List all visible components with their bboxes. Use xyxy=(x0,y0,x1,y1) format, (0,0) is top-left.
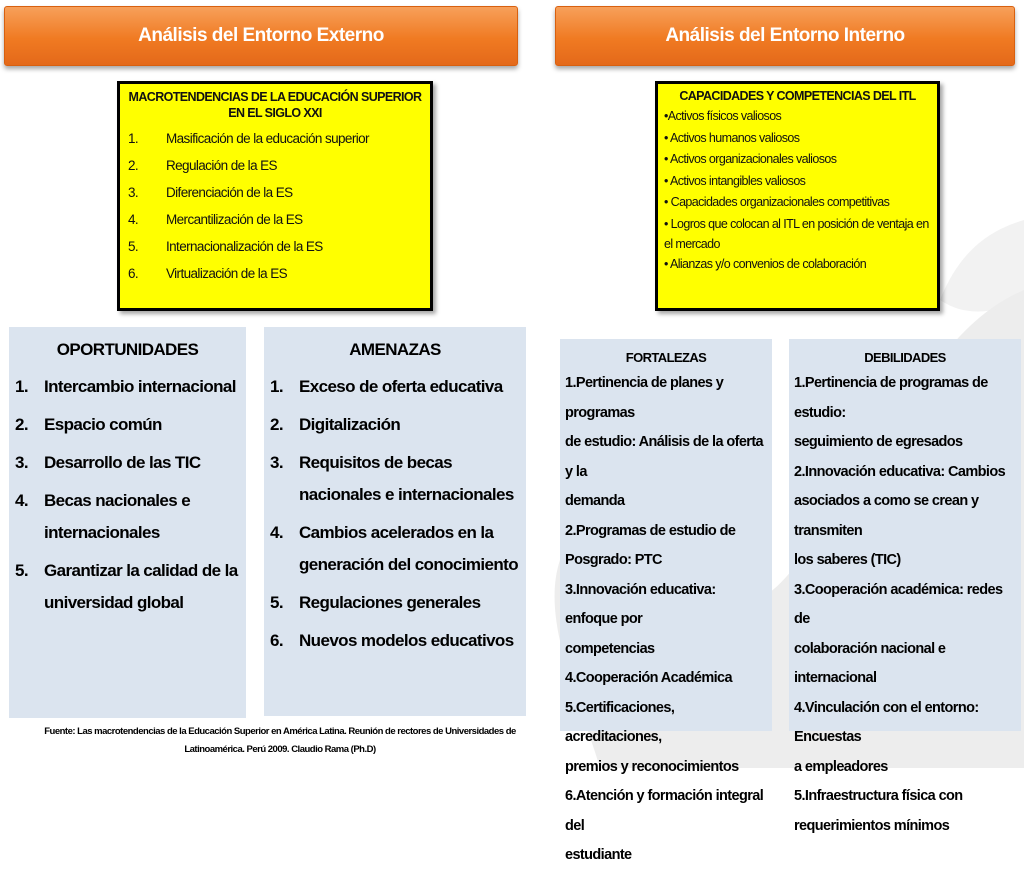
item-text: Regulaciones generales xyxy=(299,593,481,612)
item-number: 6. xyxy=(270,631,283,650)
amenazas-title: AMENAZAS xyxy=(349,340,441,359)
list-item xyxy=(128,152,422,179)
capacidades-list xyxy=(664,106,931,275)
debilidades-title: DEBILIDADES xyxy=(864,350,946,365)
item-number: 1. xyxy=(128,131,139,146)
list-item: 3.Cooperación académica: redes de xyxy=(794,581,1003,627)
macrotendencias-box xyxy=(117,81,433,311)
list-item xyxy=(128,179,422,206)
item-number: 5. xyxy=(128,239,139,254)
item-number: 2. xyxy=(15,415,28,434)
item-text: Espacio común xyxy=(44,415,162,434)
capacidades-title: CAPACIDADES Y COMPETENCIAS DEL ITL xyxy=(679,89,916,103)
item-number: 2. xyxy=(270,415,283,434)
header-external: Análisis del Entorno Externo xyxy=(4,6,518,66)
list-item xyxy=(128,206,422,233)
list-item: Posgrado: PTC xyxy=(565,552,662,568)
item-number: 4. xyxy=(270,523,283,542)
list-item: 3.Innovación educativa: enfoque por xyxy=(565,581,716,627)
fortalezas-panel xyxy=(560,339,772,863)
list-item xyxy=(15,371,240,403)
list-item: los saberes (TIC) xyxy=(794,552,901,568)
list-item xyxy=(15,555,240,619)
item-number: 5. xyxy=(270,593,283,612)
item-number: 3. xyxy=(128,185,139,200)
item-number: 6. xyxy=(128,266,139,281)
footnote-line-2: Latinoamérica. Perú 2009. Claudio Rama (Ph.D) xyxy=(184,744,376,755)
list-item xyxy=(128,233,422,260)
list-item: 2.Programas de estudio de xyxy=(565,522,736,539)
item-text: Cambios acelerados en la generación del conocimiento xyxy=(299,523,519,574)
list-item: demanda xyxy=(565,493,625,509)
item-number: 4. xyxy=(128,212,139,227)
list-item xyxy=(270,517,520,581)
item-text: Requisitos de becas nacionales e internacionales xyxy=(299,453,514,504)
list-item xyxy=(15,447,240,479)
list-item xyxy=(128,125,422,152)
item-text: Desarrollo de las TIC xyxy=(44,453,201,472)
item-text: Internacionalización de la ES xyxy=(166,239,323,254)
list-item: colaboración nacional e internacional xyxy=(794,640,946,686)
list-item: 5.Certificaciones, acreditaciones, xyxy=(565,699,675,745)
macrotendencias-list xyxy=(128,125,422,287)
macrotendencias-title: MACROTENDENCIAS DE LA EDUCACIÓN SUPERIOR EN EL SIGLO XXI xyxy=(128,90,422,120)
list-item: a empleadores xyxy=(794,758,888,775)
list-item: • Activos intangibles valiosos xyxy=(664,173,806,188)
list-item xyxy=(270,371,520,403)
oportunidades-title: OPORTUNIDADES xyxy=(56,340,199,359)
item-text: Mercantilización de la ES xyxy=(166,212,303,227)
list-item: • Activos organizacionales valiosos xyxy=(664,152,837,166)
item-number: 4. xyxy=(15,491,28,510)
oportunidades-panel xyxy=(9,327,246,718)
item-number: 1. xyxy=(270,377,283,396)
debilidades-panel xyxy=(789,339,1021,834)
list-item: 2.Innovación educativa: Cambios xyxy=(794,463,1006,480)
fortalezas-title: FORTALEZAS xyxy=(625,350,707,365)
list-item: estudiante xyxy=(565,847,632,863)
item-text: Masificación de la educación superior xyxy=(166,131,369,146)
list-item xyxy=(270,587,520,619)
amenazas-list xyxy=(270,371,520,657)
list-item: 6.Atención y formación integral del xyxy=(565,788,764,834)
list-item: de estudio: Análisis de la oferta y la xyxy=(565,434,764,480)
header-internal: Análisis del Entorno Interno xyxy=(555,6,1015,66)
list-item xyxy=(15,409,240,441)
list-item xyxy=(128,260,422,287)
item-text: Virtualización de la ES xyxy=(166,266,288,281)
list-item xyxy=(270,409,520,441)
item-text: Intercambio internacional xyxy=(44,377,236,396)
item-number: 1. xyxy=(15,377,28,396)
list-item: premios y reconocimientos xyxy=(565,758,739,775)
item-text: Digitalización xyxy=(299,415,401,434)
item-text: Nuevos modelos educativos xyxy=(299,631,514,650)
item-text: Exceso de oferta educativa xyxy=(299,377,503,396)
item-text: Garantizar la calidad de la universidad global xyxy=(44,561,238,612)
item-number: 3. xyxy=(270,453,283,472)
list-item: 4.Cooperación Académica xyxy=(565,670,732,686)
list-item: 5.Infraestructura física con xyxy=(794,788,963,804)
list-item xyxy=(270,447,520,511)
debilidades-list xyxy=(794,369,1016,841)
item-number: 5. xyxy=(15,561,28,580)
capacidades-box xyxy=(655,81,940,311)
list-item: 4.Vinculación con el entorno: Encuestas xyxy=(794,699,979,745)
source-footnote xyxy=(20,723,540,759)
list-item: 1.Pertinencia de programas de estudio: xyxy=(794,375,988,421)
list-item: •Activos físicos valiosos xyxy=(664,109,782,123)
fortalezas-list xyxy=(565,369,767,871)
list-item: • Activos humanos valiosos xyxy=(664,130,800,145)
footnote-line-1: Fuente: Las macrotendencias de la Educación Superior en América Latina. Reunión de rectores de Universidades de xyxy=(44,726,516,737)
item-text: Becas nacionales e internacionales xyxy=(44,491,191,542)
item-number: 3. xyxy=(15,453,28,472)
item-text: Diferenciación de la ES xyxy=(166,185,293,200)
list-item: • Alianzas y/o convenios de colaboración xyxy=(664,256,867,271)
list-item: 1.Pertinencia de planes y programas xyxy=(565,375,724,421)
list-item: asociados a como se crean y transmiten xyxy=(794,493,979,539)
list-item: • Logros que colocan al ITL en posición de ventaja en el mercado xyxy=(664,216,929,251)
list-item xyxy=(15,485,240,549)
list-item: • Capacidades organizacionales competitivas xyxy=(664,195,890,209)
list-item: requerimientos mínimos xyxy=(794,817,950,834)
item-number: 2. xyxy=(128,158,139,173)
item-text: Regulación de la ES xyxy=(166,158,277,173)
amenazas-panel xyxy=(264,327,526,716)
oportunidades-list xyxy=(15,371,240,619)
list-item xyxy=(270,625,520,657)
list-item: competencias xyxy=(565,640,655,657)
list-item: seguimiento de egresados xyxy=(794,434,963,450)
